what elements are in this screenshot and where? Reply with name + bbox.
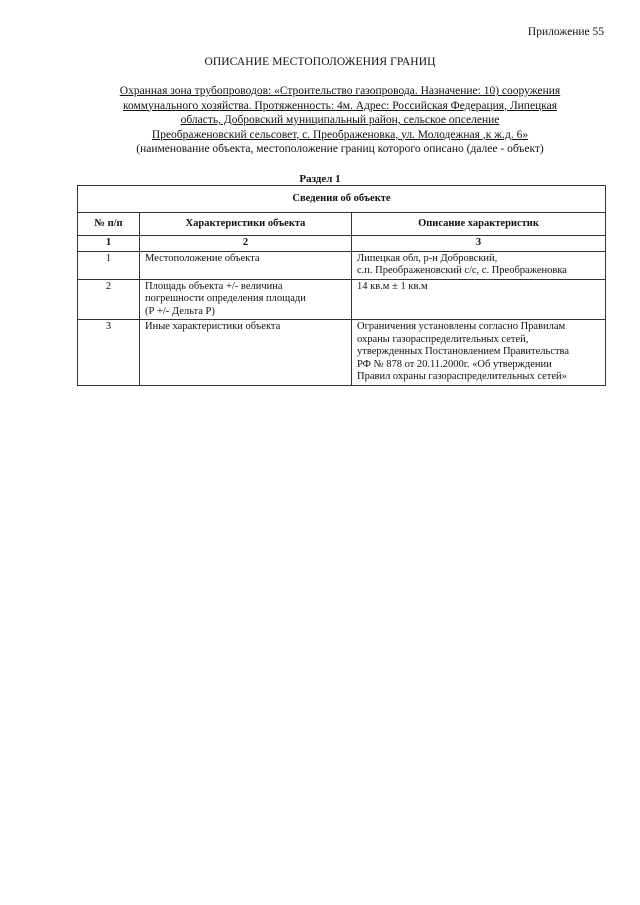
object-line: Охранная зона трубопроводов: «Строительство газопровода. Назначение: 10) сооружения: [119, 85, 561, 97]
cell-line: Местоположение объекта: [145, 252, 260, 264]
row-characteristic: [140, 251, 352, 279]
column-number: 3: [352, 236, 606, 252]
section-title: Раздел 1: [299, 173, 341, 185]
header-characteristic: Характеристики объекта: [140, 213, 352, 236]
row-num: 1: [78, 251, 140, 279]
table-header-row: [78, 213, 606, 236]
column-number: 2: [140, 236, 352, 252]
row-num: 2: [78, 279, 140, 320]
row-description: [352, 320, 606, 386]
table-row: [78, 279, 606, 320]
object-info-table: [77, 185, 606, 386]
appendix-label: Приложение 55: [527, 26, 604, 38]
object-line: Преображеновский сельсовет, с. Преображеновка, ул. Молодежная ,к ж.д. 6»: [151, 128, 529, 141]
row-description: [352, 279, 606, 320]
column-number: 1: [78, 236, 140, 252]
document-title: ОПИСАНИЕ МЕСТОПОЛОЖЕНИЯ ГРАНИЦ: [204, 56, 436, 68]
table-caption-row: [78, 186, 606, 213]
header-description: Описание характеристик: [352, 213, 606, 236]
row-characteristic: [140, 320, 352, 386]
cell-line: утвержденных Постановлением Правительства: [357, 346, 570, 357]
object-description: [80, 84, 600, 157]
table-row: [78, 320, 606, 386]
table-row: [78, 251, 606, 279]
object-line: коммунального хозяйства. Протяженность: 4м. Адрес: Российская Федерация, Липецкая: [122, 99, 558, 112]
column-number-row: [78, 236, 606, 252]
cell-line: Правил охраны газораспределительных сетей»: [357, 371, 567, 382]
cell-line: (Р +/- Дельта Р): [145, 305, 215, 317]
table-caption: Сведения об объекте: [78, 186, 606, 213]
cell-line: охраны газораспределительных сетей,: [357, 333, 529, 345]
cell-line: Площадь объекта +/- величина: [145, 280, 283, 292]
cell-line: с.п. Преображеновский с/с, с. Преображеновка: [357, 265, 567, 276]
row-num: 3: [78, 320, 140, 386]
cell-line: Липецкая обл, р-н Добровский,: [357, 252, 498, 264]
cell-line: Иные характеристики объекта: [145, 321, 281, 332]
object-line: область, Добровский муниципальный район, сельское опселение: [180, 114, 500, 126]
object-note: (наименование объекта, местоположение границ которого описано (далее - объект): [136, 143, 544, 155]
header-num: № п/п: [78, 213, 140, 236]
cell-line: 14 кв.м ± 1 кв.м: [357, 280, 428, 292]
row-description: [352, 251, 606, 279]
cell-line: Ограничения установлены согласно Правилам: [357, 321, 566, 332]
row-characteristic: [140, 279, 352, 320]
cell-line: РФ № 878 от 20.11.2000г. «Об утверждении: [357, 358, 552, 370]
cell-line: погрешности определения площади: [145, 293, 306, 304]
